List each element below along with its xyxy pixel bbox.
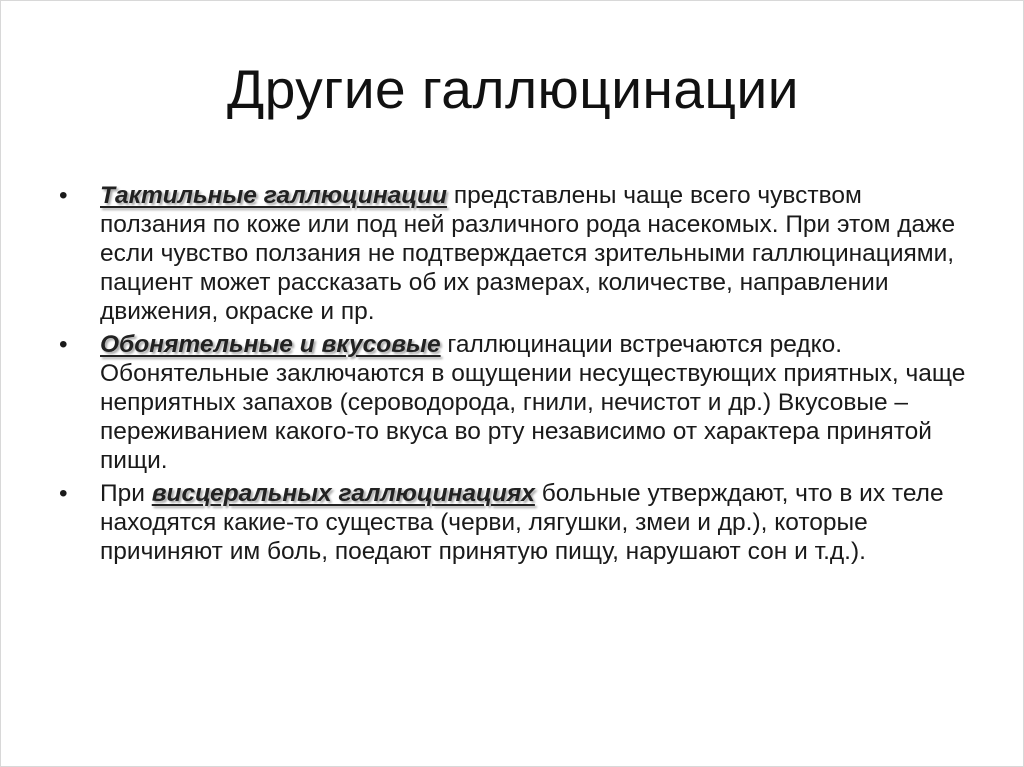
- bullet-item-olfactory: [59, 330, 969, 475]
- bullet-item-tactile: [59, 181, 969, 326]
- bullet-text: больные утверждают, что в их теле находятся какие-то существа (черви, лягушки, змеи и др.), которые причиняют им боль, поедают принятую пищу, нарушают сон и т.д.).: [100, 480, 944, 565]
- bullet-dot-icon: •: [59, 331, 68, 358]
- slide-title: Другие галлюцинации: [227, 58, 799, 120]
- bullet-term: висцеральных галлюцинациях: [151, 480, 535, 507]
- bullet-dot-icon: •: [59, 182, 68, 209]
- bullet-item-visceral: [59, 479, 969, 566]
- bullet-term: Тактильные галлюцинации: [100, 182, 448, 209]
- bullet-dot-icon: •: [59, 480, 68, 507]
- bullet-text: галлюцинации встречаются редко. Обонятельные заключаются в ощущении несуществующих приятных, чаще неприятных запахов (сероводорода, гнили, нечистот и др.) Вкусовые – переживанием какого-то вкуса во рту независимо от характера принятой пищи.: [100, 331, 966, 474]
- bullet-text: представлены чаще всего чувством ползания по коже или под ней различного рода насекомых. При этом даже если чувство ползания не подтверждается зрительными галлюцинациями, пациент может рассказать об их размерах, количестве, направлении движения, окраске и пр.: [100, 182, 956, 325]
- bullet-term: Обонятельные и вкусовые: [100, 331, 441, 358]
- bullet-list: [59, 181, 969, 570]
- bullet-prefix: При: [100, 480, 152, 507]
